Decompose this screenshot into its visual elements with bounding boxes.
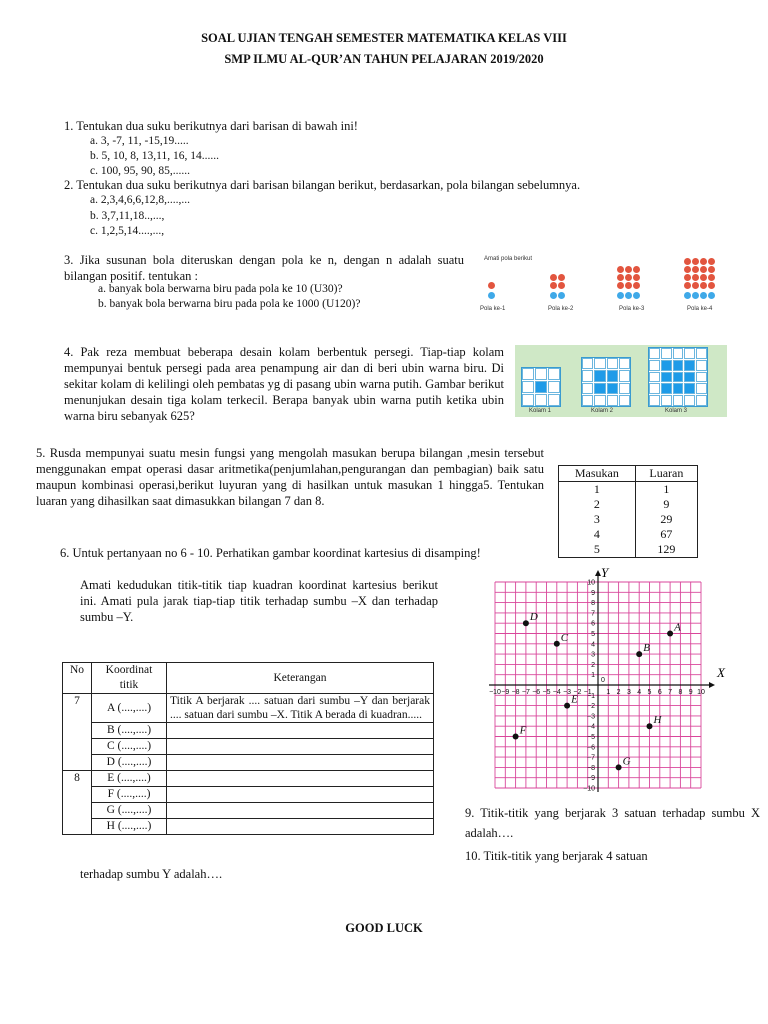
y-tick-label: −6 [587,744,595,752]
pool-label-3: Kolam 3 [665,408,688,414]
function-machine-table [558,465,698,558]
exam-title: SOAL UJIAN TENGAH SEMESTER MATEMATIKA KELAS VIII [201,31,567,45]
coordinate-table [62,662,434,835]
pattern-label-3: Pola ke-3 [619,306,645,312]
question-1-a: a. 3, -7, 11, -15,19..... [90,135,189,147]
y-axis-label: Y [601,565,609,580]
good-luck-footer: GOOD LUCK [345,921,423,935]
y-tick-label: −2 [587,703,595,711]
table-header-luaran: Luaran [635,466,697,482]
y-tick-label: 1 [591,672,595,680]
x-tick-label: 3 [626,689,631,696]
pool-label-1: Kolam 1 [529,408,552,414]
question-2: 2. Tentukan dua suku berikutnya dari barisan bilangan berikut, berdasarkan, pola bilangan sebelumnya. [64,178,581,192]
table-row: C (....,....) [63,739,434,755]
figure-title: Amati pola berikut [484,256,533,262]
x-tick-label: −4 [552,689,561,696]
coord-header-coord: Koordinat titik [92,663,167,694]
y-tick-label: −9 [587,775,595,783]
question-2-c: c. 1,2,5,14....,..., [90,225,165,237]
y-tick-label: 2 [591,661,595,669]
y-tick-label: −7 [587,754,595,762]
table-row: 4 67 [559,527,698,542]
cartesian-plane [455,565,735,800]
table-row: B (....,....) [63,723,434,739]
y-tick-label: 5 [591,631,595,638]
y-tick-label: 3 [591,651,595,659]
y-tick-label: 8 [591,600,595,608]
point-d [523,620,529,626]
point-c [554,641,560,647]
y-tick-label: −1 [587,692,595,700]
question-4: 4. Pak reza membuat beberapa desain kolam berbentuk persegi. Tiap-tiap kolam mempunyai bentuk persegi pada area penampung air dan di beri ubin warna biru. Di sekitar kolam di kelilingi oleh pembatas yg di pasang ubin warna putih. Gambar berikut menunjukan desain tiga kolam terkecil. Berapa banyak ubin warna putih ketika ubin warna biru sebanyak 625? [64,345,504,423]
x-tick-label: −8 [511,689,520,696]
table-row: 3 29 [559,512,698,527]
x-tick-label: 4 [637,689,642,696]
y-tick-label: 10 [587,579,595,587]
point-label-f: F [519,724,527,737]
table-row: 8 E (....,....) [63,771,434,787]
question-2-b: b. 3,7,11,18..,..., [90,210,165,222]
table-header-masukan: Masukan [559,466,636,482]
point-label-e: E [571,693,578,706]
table-row: 1 1 [559,482,698,498]
question-6-paragraph: Amati kedudukan titik-titik tiap kuadran koordinat kartesius berikut ini. Amati pula jarak tiap-tiap titik terhadap sumbu –X dan terhadap sumbu –Y. [80,578,438,624]
x-tick-label: 8 [678,689,683,696]
point-label-c: C [560,631,569,644]
table-row: H (....,....) [63,819,434,835]
x-tick-label: 6 [657,689,662,696]
pool-figure [515,345,727,417]
pool-3 [648,347,708,407]
pool-2 [581,357,631,407]
y-tick-label: 4 [591,641,595,649]
x-tick-label: −3 [563,689,572,696]
x-tick-label: 9 [688,689,693,696]
pool-label-2: Kolam 2 [591,408,614,414]
point-a [667,631,673,637]
table-row: D (....,....) [63,755,434,771]
x-tick-label: 2 [616,689,621,696]
ball-pattern-figure [478,252,728,317]
x-tick-label: −10 [489,689,501,696]
table-row: 5 129 [559,542,698,558]
x-tick-label: −2 [573,689,582,696]
point-f [513,734,519,740]
y-tick-label: −8 [587,764,595,772]
ball-blue [488,292,495,299]
y-tick-label: −4 [587,723,595,731]
y-tick-label: 9 [591,589,595,597]
table-row: F (....,....) [63,787,434,803]
point-g [616,764,622,770]
ball-red [488,282,495,289]
question-9: 9. Titik-titik yang berjarak 3 satuan terhadap sumbu X adalah…. [465,806,760,840]
question-6: 6. Untuk pertanyaan no 6 - 10. Perhatikan gambar koordinat kartesius di disamping! [60,546,481,560]
point-e [564,703,570,709]
y-tick-label: −3 [587,713,595,721]
school-title: SMP ILMU AL-QUR’AN TAHUN PELAJARAN 2019/2020 [224,52,544,66]
question-1-b: b. 5, 10, 8, 13,11, 16, 14...... [90,150,219,162]
question-10: 10. Titik-titik yang berjarak 4 satuan [465,849,648,863]
question-3-b: b. banyak bola berwarna biru pada pola ke 1000 (U120)? [98,298,361,310]
point-b [636,651,642,657]
y-tick-label: 6 [591,620,595,628]
x-tick-label: 10 [697,689,705,696]
x-tick-label: −6 [532,689,541,696]
question-10-continued: terhadap sumbu Y adalah…. [80,867,223,881]
question-5: 5. Rusda mempunyai suatu mesin fungsi yang mengolah masukan berupa bilangan ,mesin tersebut menggunakan empat operasi dasar aritmetika(penjumlahan,pengurangan dan pembagian) baik satu maupun kombinasi operasi,berikut luyuran yang di hasilkan untuk masukan 1 hingga5. Tentukan luaran yang dihasilkan saat dimasukkan bilangan 7 dan 8. [36,446,544,508]
point-label-a: A [674,621,681,634]
pattern-label-1: Pola ke-1 [480,306,506,312]
pattern-label-2: Pola ke-2 [548,306,574,312]
point-label-d: D [529,611,538,624]
x-tick-label: 1 [606,689,611,696]
coord-header-ket: Keterangan [167,663,434,694]
x-tick-label: 7 [668,689,673,696]
table-row: 2 9 [559,497,698,512]
question-2-a: a. 2,3,4,6,6,12,8,....,... [90,194,190,206]
point-h [647,723,653,729]
y-tick-label: −5 [587,734,595,741]
table-row: 7 A (....,....) Titik A berjarak .... satuan dari sumbu –Y dan berjarak .... satuan dari sumbu –X. Titik A berada di kuadran..... [63,694,434,723]
question-3: 3. Jika susunan bola diteruskan dengan pola ke n, dengan n adalah suatu bilangan positif. tentukan : [64,253,464,283]
pattern-label-4: Pola ke-4 [687,306,713,312]
table-row: G (....,....) [63,803,434,819]
x-axis-arrow [709,682,715,688]
question-3-a: a. banyak bola berwarna biru pada pola ke 10 (U30)? [98,283,343,295]
y-tick-label: −10 [583,785,595,793]
x-tick-label: −5 [542,689,551,696]
y-tick-label: 7 [591,610,595,618]
x-tick-label: 5 [647,689,652,696]
pool-1 [521,367,561,407]
coord-header-no: No [63,663,92,694]
question-1: 1. Tentukan dua suku berikutnya dari barisan di bawah ini! [64,119,358,133]
question-1-c: c. 100, 95, 90, 85,...... [90,165,190,177]
point-label-g: G [622,755,631,768]
point-label-h: H [653,714,662,727]
point-label-b: B [643,642,650,655]
origin-label: 0 [601,677,605,684]
x-tick-label: −1 [583,689,592,696]
x-axis-label: X [717,665,725,680]
x-tick-label: −7 [521,689,530,696]
x-tick-label: −9 [501,689,510,696]
